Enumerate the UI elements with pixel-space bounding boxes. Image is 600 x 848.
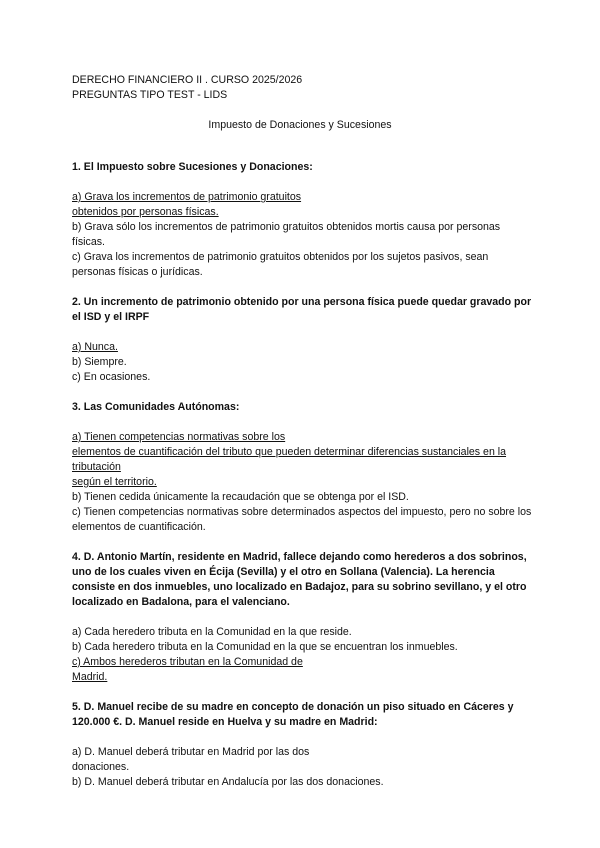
option-line: b) Cada heredero tributa en la Comunidad en la que se encuentran los inmuebles. [72,641,458,653]
question-3-title: 3. Las Comunidades Autónomas: [72,401,240,413]
header-type: PREGUNTAS TIPO TEST - LIDS [72,89,228,101]
option-line: a) Nunca. [72,341,118,353]
question-5-title: 5. D. Manuel recibe de su madre en concepto de donación un piso situado en Cáceres y 120.000 €. D. Manuel reside en Huelva y su madre en Madrid: [72,701,514,728]
question-1-options [72,190,532,280]
option-line: c) Tienen competencias normativas sobre determinados aspectos del impuesto, pero no sobre los elementos de cuantificación. [72,506,532,533]
option-line: a) D. Manuel deberá tributar en Madrid por las dos [72,746,310,758]
question-2-title: 2. Un incremento de patrimonio obtenido por una persona física puede quedar gravado por el ISD y el IRPF [72,296,532,323]
option-line: Madrid. [72,671,108,683]
document-header [72,73,302,103]
document-subtitle: Impuesto de Donaciones y Sucesiones [208,119,392,131]
option-line: c) En ocasiones. [72,371,151,383]
option-line: según el territorio. [72,476,157,488]
question-3-options [72,430,532,535]
option-line: b) Grava sólo los incrementos de patrimonio gratuitos obtenidos mortis causa por personas físicas. [72,221,501,248]
option-line: c) Ambos herederos tributan en la Comunidad de [72,656,303,668]
header-course: DERECHO FINANCIERO II . CURSO 2025/2026 [72,74,303,86]
questions-list [72,160,532,805]
option-line: elementos de cuantificación del tributo que pueden determinar diferencias sustanciales en la tributación [72,446,507,473]
option-line: a) Cada heredero tributa en la Comunidad en la que reside. [72,626,352,638]
question-4-title: 4. D. Antonio Martín, residente en Madrid, fallece dejando como herederos a dos sobrinos, uno de los cuales viven en Écija (Sevilla) y el otro en Sollana (Valencia). La herencia consiste en dos inmuebles, uno localizado en Badajoz, para su sobrino sevillano, y el otro localizado en Badalona, para el valenciano. [72,551,527,608]
question-2-options [72,340,532,385]
option-line: c) Grava los incrementos de patrimonio gratuitos obtenidos por los sujetos pasivos, sean personas físicas o jurídicas. [72,251,489,278]
question-1-title: 1. El Impuesto sobre Sucesiones y Donaciones: [72,161,313,173]
option-line: b) Tienen cedida únicamente la recaudación que se obtenga por el ISD. [72,491,409,503]
question-5-options [72,745,532,790]
question-4-options [72,625,532,685]
option-line: a) Tienen competencias normativas sobre los [72,431,286,443]
option-line: b) Siempre. [72,356,127,368]
option-line: a) Grava los incrementos de patrimonio gratuitos [72,191,302,203]
option-line: obtenidos por personas físicas. [72,206,219,218]
option-line: donaciones. [72,761,130,773]
option-line: b) D. Manuel deberá tributar en Andalucía por las dos donaciones. [72,776,384,788]
